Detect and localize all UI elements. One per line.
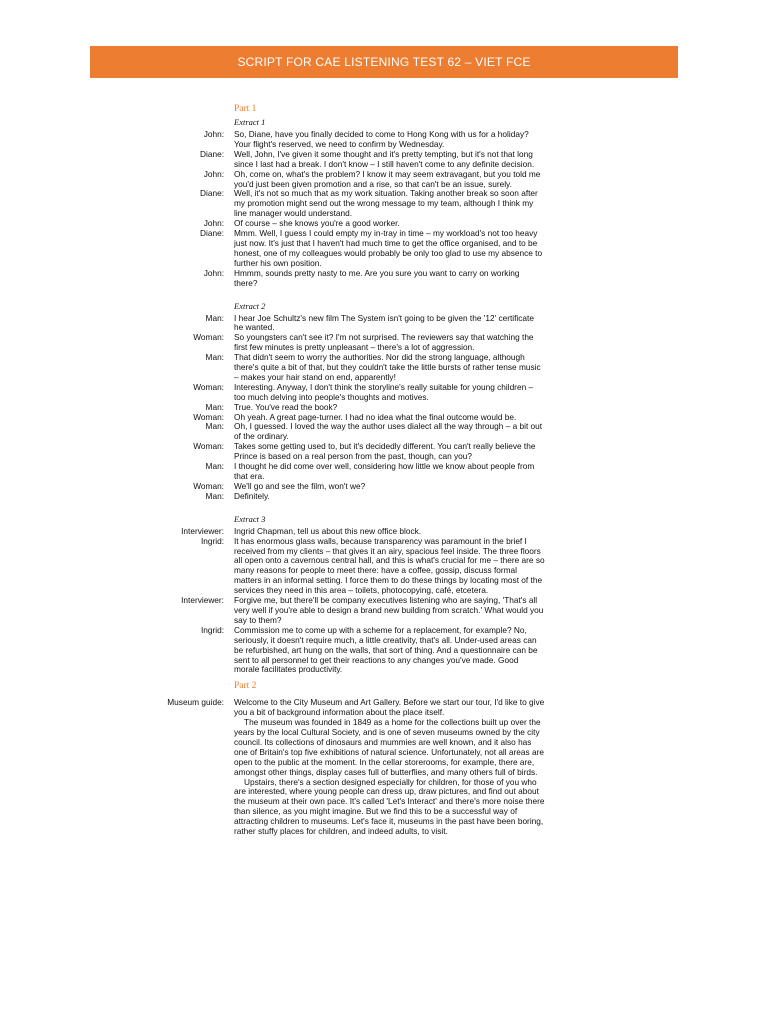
part2-block: [150, 698, 545, 837]
speech-text: I thought he did come over well, considering how little we know about people from that era.: [234, 461, 535, 481]
speech-text: So, Diane, have you finally decided to come to Hong Kong with us for a holiday? Your flight's reserved, we need to confirm by Wednesday.: [234, 129, 529, 149]
part2-monologue: [234, 698, 545, 837]
speech-text: Interesting. Anyway, I don't think the storyline's really suitable for young children – too much delving into people's thoughts and motives.: [234, 381, 534, 402]
speech-text: Well, it's not so much that as my work situation. Taking another break so soon after my promotion might send out the wrong message to my team, although I think my line manager would understand.: [234, 188, 538, 219]
speech-text: True. You've read the book?: [234, 401, 338, 412]
speaker-name: Woman:: [193, 441, 224, 452]
speaker-name: Ingrid:: [200, 535, 224, 546]
speaker-name: Interviewer:: [181, 595, 224, 606]
dialogue-line: [150, 626, 545, 676]
speech-text: That didn't seem to worry the authorities. Nor did the strong language, although there's quite a bit of that, but they couldn't take the little bursts of rather tense music – makes your hair stand on end, apparently!: [234, 352, 541, 382]
paragraph: The museum was founded in 1849 as a home for the collections built up over the years by the local Cultural Society, and is one of seven museums owned by the city council. Its collections of dinosaurs and mummies are well known, and it also has one of Britain's top five exhibitions of natural science. Unfortunately, not all areas are open to the public at the moment. In the cellar storerooms, for example, there are, amongst other things, display cases full of butterflies, and many others full of birds.: [234, 717, 544, 777]
dialogue-line: [150, 170, 545, 190]
speaker-name: Woman:: [193, 332, 224, 343]
speech-text: Oh yeah. A great page-turner. I had no idea what the final outcome would be.: [234, 411, 517, 422]
dialogue-line: [150, 189, 545, 219]
speaker-name: Man:: [205, 401, 224, 412]
speaker-name: John:: [203, 267, 224, 278]
extract1-dialogue: [150, 130, 545, 289]
speech-text: Oh, come on, what's the problem? I know it may seem extravagant, but you told me you'd just been given promotion and a rise, so that can't be an issue, surely.: [234, 168, 541, 189]
script-body: [150, 98, 545, 837]
speech-text: Oh, I guessed. I loved the way the author uses dialect all the way through – a bit out of the ordinary.: [234, 421, 543, 442]
paragraph: Welcome to the City Museum and Art Gallery. Before we start our tour, I'd like to give you a bit of background information about the place itself.: [234, 697, 545, 718]
speaker-name: Man:: [205, 352, 224, 363]
speech-text: Takes some getting used to, but it's decidedly different. You can't really believe the Prince is based on a real person from the past, though, can you?: [234, 441, 536, 462]
speaker-name: Diane:: [200, 228, 224, 239]
dialogue-line: [150, 422, 545, 442]
speech-text: I hear Joe Schultz's new film The System isn't going to be given the '12' certificate he wanted.: [234, 312, 534, 333]
speech-text: Forgive me, but there'll be company executives listening who are saying, 'That's all very well if you're able to design a brand new building from scratch.' What would you say to them?: [234, 595, 544, 625]
speaker-name: Man:: [205, 490, 224, 501]
dialogue-line: [150, 333, 545, 353]
speaker-name: John:: [203, 218, 224, 229]
document-header-banner: [90, 46, 678, 78]
part1-title: Part 1: [234, 104, 257, 114]
speech-text: Of course – she knows you're a good worker.: [234, 218, 400, 229]
speech-text: Ingrid Chapman, tell us about this new office block.: [234, 525, 422, 536]
part2-title: Part 2: [234, 681, 257, 692]
extract3-dialogue: [150, 527, 545, 676]
document-title: SCRIPT FOR CAE LISTENING TEST 62 – VIET FCE: [237, 55, 531, 69]
speaker-name: John:: [203, 129, 224, 139]
dialogue-line: [150, 229, 545, 269]
speaker-name: Man:: [205, 461, 224, 472]
speech-text: We'll go and see the film, won't we?: [234, 480, 366, 491]
speech-text: Hmmm, sounds pretty nasty to me. Are you sure you want to carry on working there?: [234, 267, 520, 288]
speech-text: Well, John, I've given it some thought and it's pretty tempting, but it's not that long since I last had a break. I don't know – I still haven't come to any definite decision.: [234, 148, 535, 169]
speech-text: So youngsters can't see it? I'm not surprised. The reviewers say that watching the first few minutes is pretty unpleasant – there's a lot of aggression.: [234, 332, 534, 353]
speaker-name: Diane:: [200, 188, 224, 199]
speech-text: Commission me to come up with a scheme for a replacement, for example? No, seriously, it doesn't require much, a little creativity, that's all. Under-used areas can be refurbished, art hung on the walls, that sort of thing. And a questionnaire can be sent to all personnel to get their reactions to any changes you've made. Good morale facilitates productivity.: [234, 624, 538, 675]
speech-text: Definitely.: [234, 490, 270, 501]
dialogue-line: [150, 130, 545, 150]
speech-text: It has enormous glass walls, because transparency was paramount in the brief I received from my clients – that gives it an airy, spacious feel inside. The three floors all open onto a cavernous central hall, and this is what's crucial for me – there are so many reasons for people to meet there: have a coffee, gossip, discuss formal matters in an informal setting. I force them to do these things by locating most of the services they need in this area – toilets, photocopying, café, etcetera.: [234, 535, 545, 596]
dialogue-line: [150, 462, 545, 482]
extract1-title: Extract 1: [234, 117, 266, 127]
speaker-name: Man:: [205, 312, 224, 323]
speaker-name: Museum guide:: [167, 697, 224, 708]
speaker-name: Ingrid:: [200, 624, 224, 635]
dialogue-line: [150, 150, 545, 170]
speaker-name: John:: [203, 168, 224, 179]
dialogue-line: [150, 596, 545, 626]
extract2-title: Extract 2: [234, 300, 266, 311]
speaker-name: Woman:: [193, 480, 224, 491]
speech-text: Mmm. Well, I guess I could empty my in-tray in time – my workload's not too heavy just now. It's just that I haven't had much time to get the office organised, and to be honest, one of my colleagues would probably be only too glad to use my absence to further his own position.: [234, 228, 543, 268]
dialogue-line: [150, 537, 545, 596]
paragraph: Upstairs, there's a section designed especially for children, for those of you who are interested, where young people can dress up, draw pictures, and find out about the museum at their own pace. It's called 'Let's Interact' and there's more noise there than silence, as you might imagine. But we find this to be a successful way of attracting children to museums. Let's face it, museums in the past have been boring, rather stuffy places for children, and indeed adults, to visit.: [234, 776, 545, 837]
dialogue-line: [150, 442, 545, 462]
speaker-name: Woman:: [193, 381, 224, 392]
speaker-name: Man:: [205, 421, 224, 432]
speaker-name: Woman:: [193, 411, 224, 422]
extract3-title: Extract 3: [234, 513, 266, 524]
speaker-name: Diane:: [200, 148, 224, 159]
dialogue-line: [150, 269, 545, 289]
dialogue-line: [150, 492, 545, 502]
dialogue-line: [150, 314, 545, 334]
extract2-dialogue: [150, 314, 545, 502]
dialogue-line: [150, 383, 545, 403]
speaker-name: Interviewer:: [181, 525, 224, 536]
dialogue-line: [150, 353, 545, 383]
